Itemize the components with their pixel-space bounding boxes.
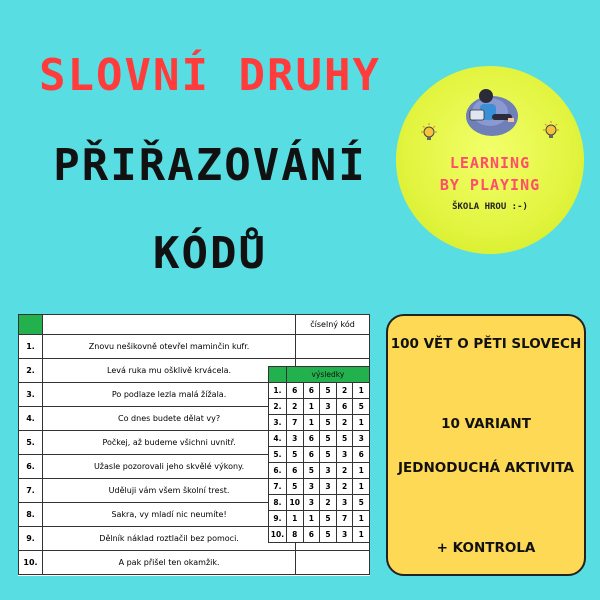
results-value: 5 (320, 447, 337, 463)
results-value: 3 (336, 495, 353, 511)
results-row (269, 415, 370, 431)
results-value: 7 (286, 415, 303, 431)
results-value: 3 (336, 527, 353, 543)
row-number: 2. (19, 359, 43, 383)
results-row-number: 1. (269, 383, 287, 399)
person-on-beanbag-illustration (452, 82, 528, 144)
results-header: výsledky (286, 367, 369, 383)
results-value: 5 (320, 415, 337, 431)
results-value: 7 (336, 511, 353, 527)
results-row (269, 399, 370, 415)
results-value: 5 (353, 495, 370, 511)
table-row (19, 335, 370, 359)
results-value: 3 (286, 431, 303, 447)
results-table (268, 366, 370, 543)
results-row (269, 463, 370, 479)
results-value: 5 (320, 511, 337, 527)
sentence-text: A pak přišel ten okamžik. (42, 551, 295, 575)
results-row (269, 479, 370, 495)
results-value: 3 (320, 479, 337, 495)
results-value: 2 (336, 463, 353, 479)
row-number: 7. (19, 479, 43, 503)
results-value: 3 (303, 495, 320, 511)
row-number: 1. (19, 335, 43, 359)
worksheet-preview (18, 314, 370, 576)
results-value: 1 (353, 479, 370, 495)
row-number: 9. (19, 527, 43, 551)
row-number: 8. (19, 503, 43, 527)
results-value: 6 (303, 431, 320, 447)
table-row (19, 551, 370, 575)
info-activity: JEDNODUCHÁ AKTIVITA (398, 460, 574, 476)
results-value: 6 (353, 447, 370, 463)
results-value: 5 (320, 431, 337, 447)
info-check: + KONTROLA (436, 540, 536, 556)
results-value: 5 (353, 399, 370, 415)
results-row-number: 4. (269, 431, 287, 447)
results-row (269, 431, 370, 447)
results-row-number: 9. (269, 511, 287, 527)
logo-title-line-1: LEARNING (449, 154, 531, 172)
info-variants: 10 VARIANT (441, 416, 531, 432)
results-value: 5 (320, 527, 337, 543)
results-row (269, 383, 370, 399)
main-title: SLOVNÍ DRUHY (39, 50, 381, 101)
code-cell (296, 551, 370, 575)
row-number: 6. (19, 455, 43, 479)
results-row-number: 10. (269, 527, 287, 543)
results-value: 6 (303, 383, 320, 399)
results-value: 10 (286, 495, 303, 511)
results-value: 3 (336, 447, 353, 463)
sentence-text: Počkej, až budeme všichni uvnitř. (42, 431, 295, 455)
logo-subtitle: ŠKOLA HROU :-) (452, 202, 528, 212)
table-header-row (19, 315, 370, 335)
subtitle-line-1: PŘIŘAZOVÁNÍ (53, 140, 367, 191)
results-row (269, 495, 370, 511)
results-value: 1 (353, 511, 370, 527)
lightbulb-icon (418, 122, 440, 144)
results-value: 3 (320, 399, 337, 415)
results-value: 5 (286, 479, 303, 495)
results-header-row (269, 367, 370, 383)
logo-title-line-2: BY PLAYING (439, 176, 541, 194)
sentence-text: Levá ruka mu ošklivě krvácela. (42, 359, 295, 383)
learning-by-playing-logo (396, 66, 584, 254)
row-number: 5. (19, 431, 43, 455)
results-value: 1 (353, 463, 370, 479)
row-number: 10. (19, 551, 43, 575)
results-value: 3 (353, 431, 370, 447)
results-row-number: 7. (269, 479, 287, 495)
results-row-number: 6. (269, 463, 287, 479)
sentence-text: Co dnes budete dělat vy? (42, 407, 295, 431)
sentence-text: Sakra, vy mladí nic neumíte! (42, 503, 295, 527)
results-row-number: 5. (269, 447, 287, 463)
header-sentence-cell (42, 315, 295, 335)
sentence-text: Znovu nešikovně otevřel maminčin kufr. (42, 335, 295, 359)
results-value: 5 (286, 447, 303, 463)
sentence-text: Po podlaze lezla malá žížala. (42, 383, 295, 407)
results-value: 8 (286, 527, 303, 543)
results-value: 2 (336, 383, 353, 399)
results-row (269, 511, 370, 527)
results-value: 1 (286, 511, 303, 527)
lightbulb-icon (540, 120, 562, 142)
results-value: 6 (286, 463, 303, 479)
results-value: 6 (336, 399, 353, 415)
results-value: 3 (320, 463, 337, 479)
sentence-text: Užasle pozorovali jeho skvělé výkony. (42, 455, 295, 479)
results-value: 5 (320, 383, 337, 399)
results-row (269, 447, 370, 463)
subtitle-line-2: KÓDŮ (153, 228, 267, 279)
results-value: 6 (303, 527, 320, 543)
sentence-text: Dělník náklad roztlačil bez pomoci. (42, 527, 295, 551)
header-corner-cell (19, 315, 43, 335)
results-value: 1 (303, 399, 320, 415)
results-value: 2 (336, 479, 353, 495)
row-number: 3. (19, 383, 43, 407)
results-value: 1 (353, 415, 370, 431)
results-value: 2 (320, 495, 337, 511)
code-cell (296, 335, 370, 359)
row-number: 4. (19, 407, 43, 431)
results-value: 3 (303, 479, 320, 495)
sentence-text: Uděluji vám všem školní trest. (42, 479, 295, 503)
results-value: 1 (303, 511, 320, 527)
results-value: 6 (303, 447, 320, 463)
results-value: 5 (336, 431, 353, 447)
results-value: 1 (353, 527, 370, 543)
results-row-number: 2. (269, 399, 287, 415)
results-row-number: 3. (269, 415, 287, 431)
results-value: 6 (286, 383, 303, 399)
info-sentences: 100 VĚT O PĚTI SLOVECH (390, 336, 582, 352)
code-header: číselný kód (296, 315, 370, 335)
results-value: 2 (286, 399, 303, 415)
results-value: 1 (353, 383, 370, 399)
results-value: 1 (303, 415, 320, 431)
results-value: 2 (336, 415, 353, 431)
info-box (386, 314, 586, 576)
results-corner-cell (269, 367, 287, 383)
results-row (269, 527, 370, 543)
results-row-number: 8. (269, 495, 287, 511)
results-value: 5 (303, 463, 320, 479)
